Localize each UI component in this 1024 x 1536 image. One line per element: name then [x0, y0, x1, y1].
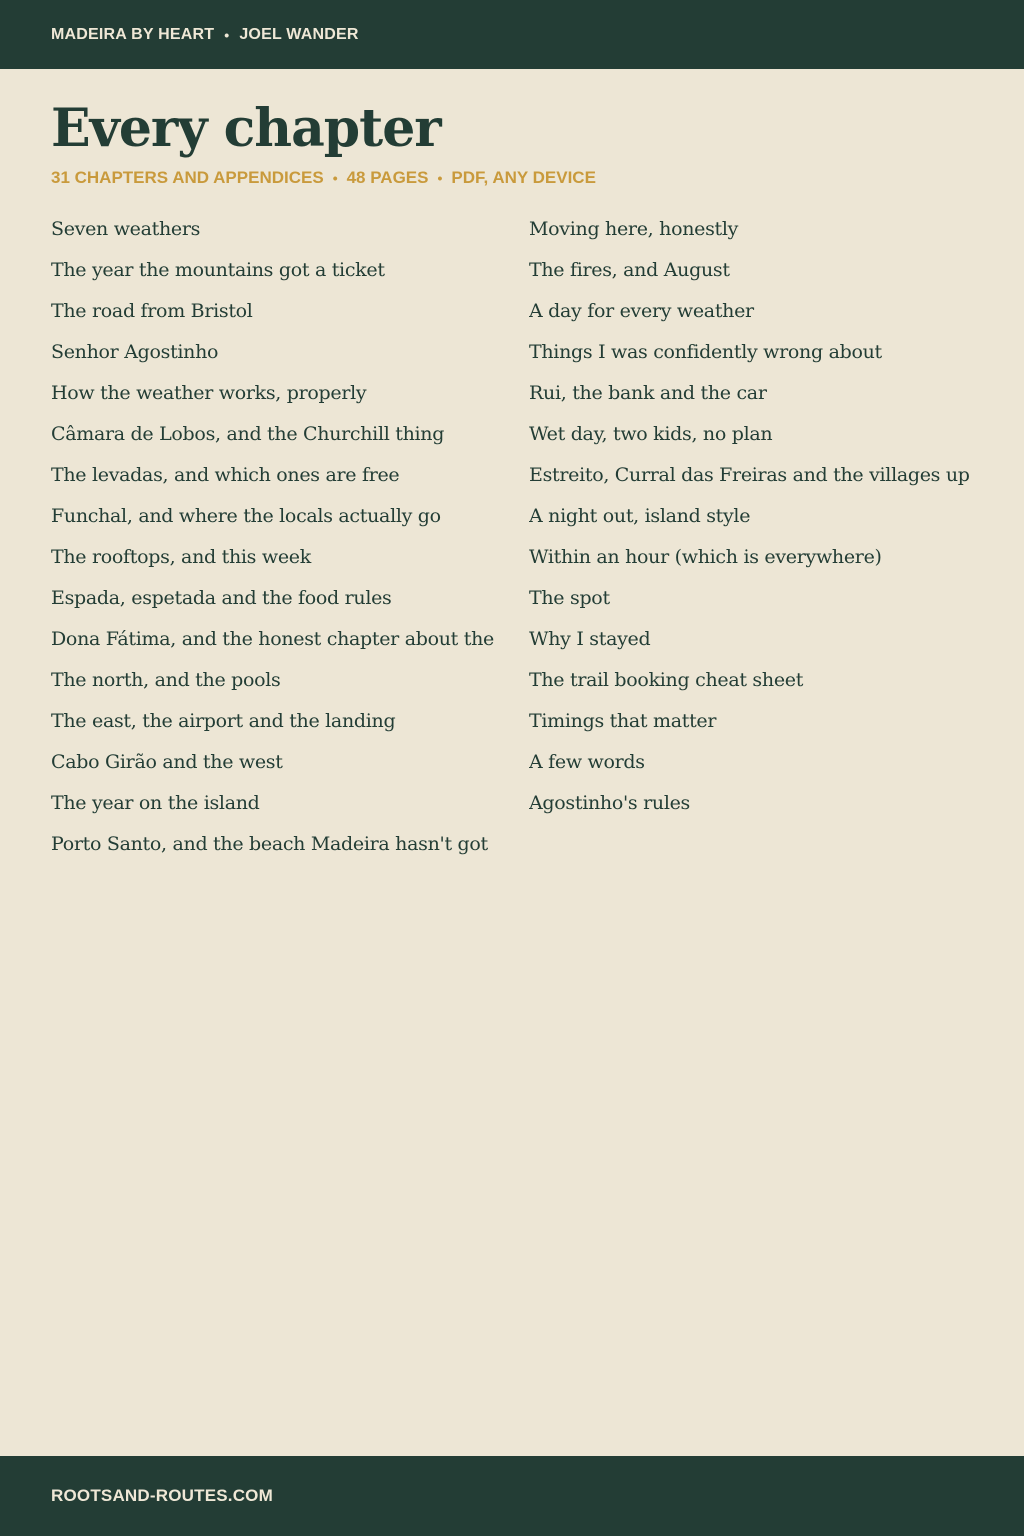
chapter-item: Within an hour (which is everywhere) [529, 546, 882, 568]
chapter-item: Things I was confidently wrong about [529, 341, 882, 363]
book-title: MADEIRA BY HEART [51, 25, 215, 43]
chapter-item: Estreito, Curral das Freiras and the villages up [529, 464, 970, 486]
chapter-item: The rooftops, and this week [51, 546, 311, 568]
format-info: PDF, ANY DEVICE [451, 168, 596, 187]
chapter-count: 31 CHAPTERS AND APPENDICES [51, 168, 324, 187]
chapter-list-left [51, 209, 511, 865]
chapter-item: Wet day, two kids, no plan [529, 423, 773, 445]
chapter-item: Seven weathers [51, 218, 201, 240]
chapter-item: A day for every weather [529, 300, 754, 322]
chapter-list-right [529, 209, 989, 824]
byline-separator: • [224, 26, 230, 43]
chapter-item: The levadas, and which ones are free [51, 464, 400, 486]
chapter-item: Timings that matter [529, 710, 717, 732]
chapter-item: A few words [529, 751, 645, 773]
chapter-item: The road from Bristol [51, 300, 253, 322]
page-title: Every chapter [51, 98, 441, 159]
book-meta [51, 166, 596, 190]
chapter-item: The north, and the pools [51, 669, 281, 691]
chapter-item: Câmara de Lobos, and the Churchill thing [51, 423, 445, 445]
website-url: ROOTSAND-ROUTES.COM [51, 1486, 273, 1505]
chapter-item: Agostinho's rules [529, 792, 691, 814]
chapter-item: Dona Fátima, and the honest chapter about the [51, 628, 494, 650]
chapter-item: Rui, the bank and the car [529, 382, 767, 404]
chapter-item: The fires, and August [529, 259, 730, 281]
page-count: 48 PAGES [346, 168, 429, 187]
footer-bar [0, 1456, 1024, 1536]
chapter-item: The year on the island [51, 792, 260, 814]
chapter-item: Porto Santo, and the beach Madeira hasn't got [51, 833, 488, 855]
chapter-item: How the weather works, properly [51, 382, 367, 404]
meta-separator: • [332, 170, 338, 186]
chapter-item: Funchal, and where the locals actually go [51, 505, 441, 527]
chapter-item: The east, the airport and the landing [51, 710, 396, 732]
chapter-item: Cabo Girão and the west [51, 751, 283, 773]
chapter-item: Senhor Agostinho [51, 341, 219, 363]
chapter-item: The year the mountains got a ticket [51, 259, 385, 281]
meta-separator: • [437, 170, 443, 186]
chapter-item: A night out, island style [529, 505, 751, 527]
book-byline [51, 26, 359, 44]
chapter-item: The spot [529, 587, 610, 609]
chapter-item: Moving here, honestly [529, 218, 739, 240]
chapter-item: Espada, espetada and the food rules [51, 587, 392, 609]
chapter-item: The trail booking cheat sheet [529, 669, 804, 691]
author-name: JOEL WANDER [239, 25, 359, 43]
top-bar [0, 0, 1024, 69]
chapter-item: Why I stayed [529, 628, 651, 650]
